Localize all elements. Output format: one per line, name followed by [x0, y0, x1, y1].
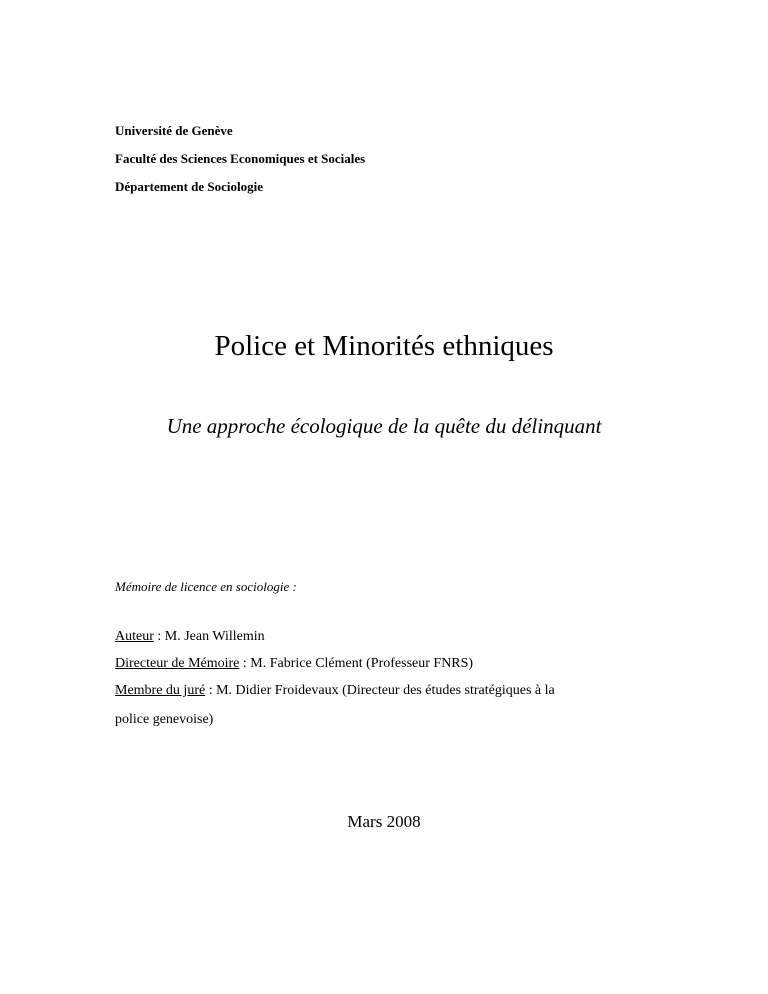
director-role-label: Directeur de Mémoire [115, 656, 240, 671]
thesis-subtitle: Une approche écologique de la quête du délinquant [166, 414, 602, 438]
director-line [115, 656, 473, 672]
thesis-type: Mémoire de licence en sociologie : [115, 579, 297, 594]
author-role-label: Auteur [115, 629, 154, 644]
department-name: Département de Sociologie [115, 179, 264, 194]
author-line [115, 629, 265, 645]
thesis-date: Mars 2008 [347, 812, 421, 831]
author-name: M. Jean Willemin [164, 629, 265, 644]
jury-line [115, 683, 555, 699]
jury-separator: : [205, 683, 217, 698]
jury-name-line2: police genevoise) [115, 712, 214, 727]
jury-role-label: Membre du juré [115, 683, 206, 698]
director-separator: : [239, 656, 251, 671]
author-separator: : [153, 629, 165, 644]
director-name: M. Fabrice Clément (Professeur FNRS) [250, 656, 474, 671]
thesis-title: Police et Minorités ethniques [214, 330, 554, 362]
faculty-name: Faculté des Sciences Economiques et Sociales [115, 151, 366, 166]
jury-name-line1: M. Didier Froidevaux (Directeur des études stratégiques à la [216, 683, 555, 698]
university-name: Université de Genève [115, 123, 233, 138]
